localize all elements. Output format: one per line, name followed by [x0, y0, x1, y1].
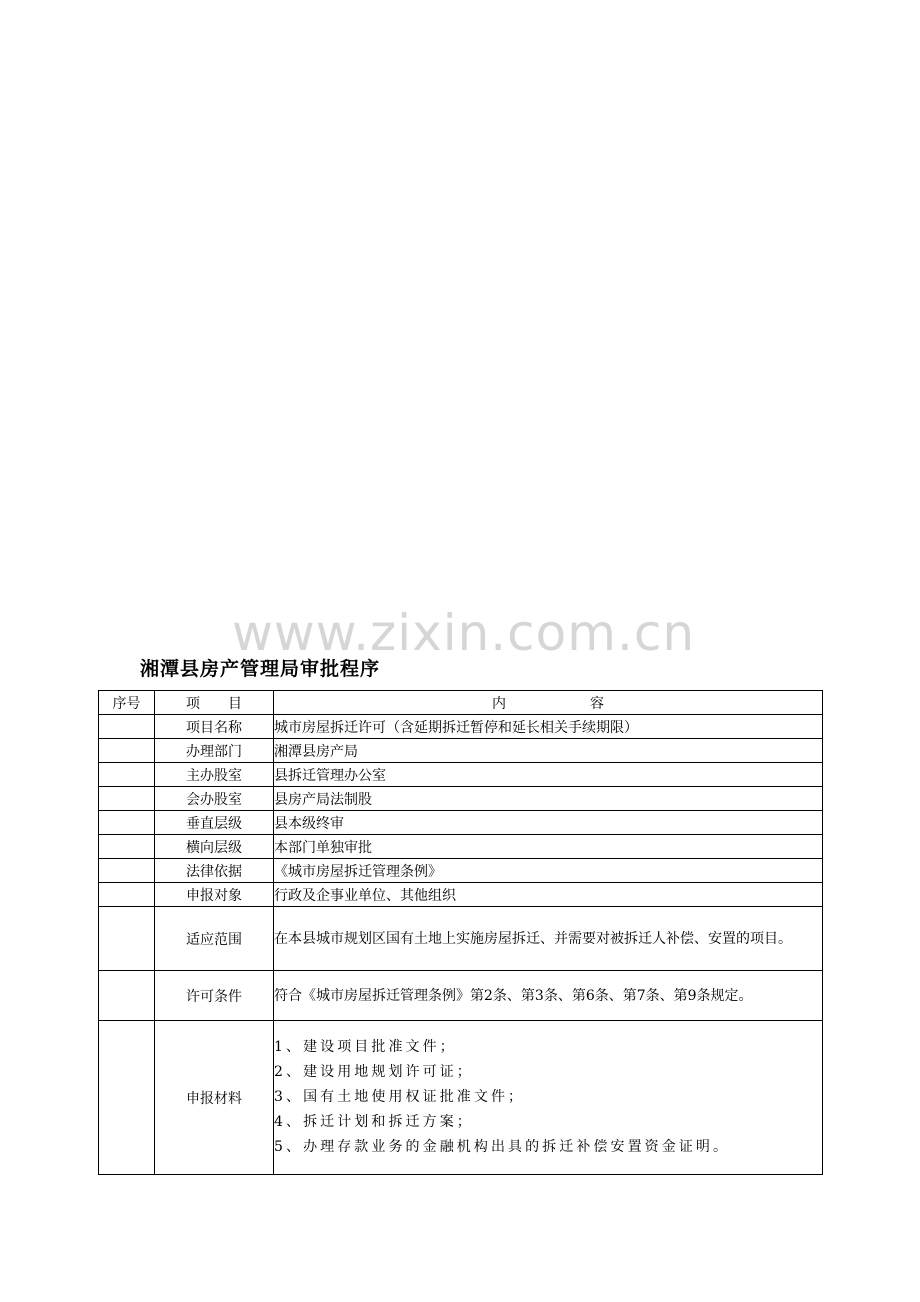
row-content: 县本级终审 [274, 811, 823, 835]
row-item: 会办股室 [155, 787, 274, 811]
row-no [99, 715, 155, 739]
list-item: 1、建设项目批准文件； [274, 1039, 457, 1055]
row-item: 法律依据 [155, 859, 274, 883]
list-item: 4、拆迁计划和拆迁方案； [274, 1114, 474, 1130]
row-no [99, 763, 155, 787]
row-no [99, 883, 155, 907]
table-row [99, 811, 823, 835]
row-content: 城市房屋拆迁许可（含延期拆迁暂停和延长相关手续期限） [274, 715, 823, 739]
row-item: 许可条件 [155, 971, 274, 1021]
row-content: 本部门单独审批 [274, 835, 823, 859]
row-no [99, 739, 155, 763]
table-row [99, 859, 823, 883]
header-no: 序号 [99, 691, 155, 715]
row-item: 申报对象 [155, 883, 274, 907]
header-item: 项 目 [155, 691, 274, 715]
row-item: 办理部门 [155, 739, 274, 763]
row-item: 申报材料 [155, 1021, 274, 1175]
table-header-row [99, 691, 823, 715]
row-no [99, 811, 155, 835]
table-row [99, 971, 823, 1021]
table-row [99, 715, 823, 739]
row-item: 适应范围 [155, 907, 274, 971]
row-content: 在本县城市规划区国有土地上实施房屋拆迁、并需要对被拆迁人补偿、安置的项目。 [274, 907, 823, 971]
table-row [99, 883, 823, 907]
page-title: 湘潭县房产管理局审批程序 [140, 658, 381, 680]
row-item: 垂直层级 [155, 811, 274, 835]
row-no [99, 1021, 155, 1175]
table-row [99, 763, 823, 787]
row-content: 县房产局法制股 [274, 787, 823, 811]
row-content: 符合《城市房屋拆迁管理条例》第2条、第3条、第6条、第7条、第9条规定。 [274, 971, 823, 1021]
row-no [99, 835, 155, 859]
row-no [99, 859, 155, 883]
row-content: 县拆迁管理办公室 [274, 763, 823, 787]
list-item: 3、国有土地使用权证批准文件； [274, 1089, 526, 1105]
table-row [99, 787, 823, 811]
materials-list [274, 1021, 823, 1175]
list-item: 5、办理存款业务的金融机构出具的拆迁补偿安置资金证明。 [274, 1139, 731, 1155]
table-row [99, 835, 823, 859]
table-row [99, 907, 823, 971]
list-item: 2、建设用地规划许可证； [274, 1064, 474, 1080]
approval-table [98, 690, 823, 1175]
row-content: 《城市房屋拆迁管理条例》 [274, 859, 823, 883]
row-item: 横向层级 [155, 835, 274, 859]
row-no [99, 787, 155, 811]
row-content: 行政及企事业单位、其他组织 [274, 883, 823, 907]
row-item: 主办股室 [155, 763, 274, 787]
watermark: www.zixin.com.cn [232, 604, 696, 662]
table-row-materials [99, 1021, 823, 1175]
row-item: 项目名称 [155, 715, 274, 739]
row-no [99, 971, 155, 1021]
row-no [99, 907, 155, 971]
header-content: 内 容 [274, 691, 823, 715]
table-row [99, 739, 823, 763]
row-content: 湘潭县房产局 [274, 739, 823, 763]
